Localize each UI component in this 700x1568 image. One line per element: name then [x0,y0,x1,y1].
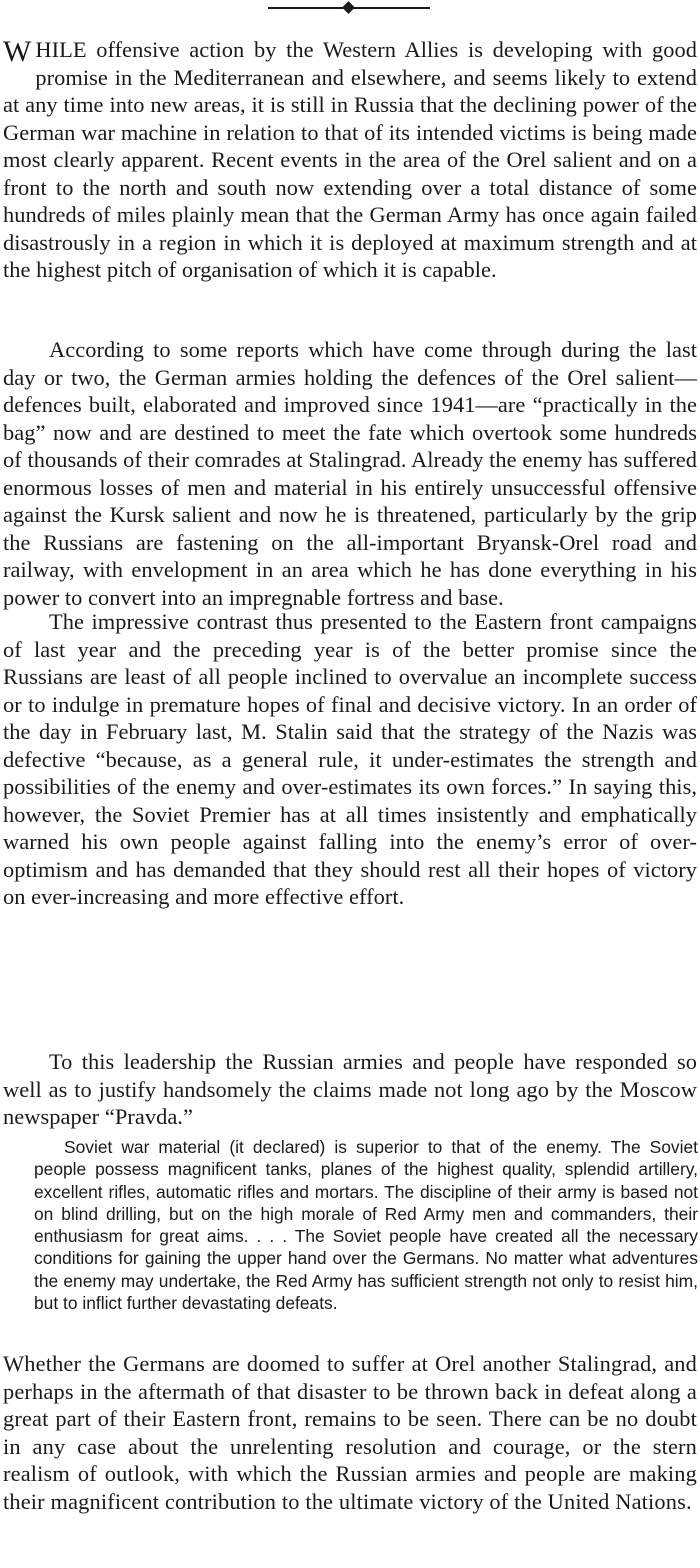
paragraph-4: To this leadership the Russian armies and people have responded so well as to justify handsomely the claims made not long ago by the Moscow newspaper “Pravda.” [3,1049,697,1129]
initial-letter: W [3,35,32,68]
paragraph-1 [3,36,697,284]
paragraph-3: The impressive contrast thus presented to the Eastern front campaigns of last year and the preceding year is of the better promise since the Russians are least of all people inclined to overvalue an incomplete success or to indulge in premature hopes of final and decisive victory. In an order of the day in February last, M. Stalin said that the strategy of the Nazis was defective “because, as a general rule, it under-estimates the strength and possibilities of the enemy and over-estimates its own forces.” In saying this, however, the Soviet Premier has at all times insistently and emphatically warned his own people against falling into the enemy’s error of over-optimism and has demanded that they should rest all their hopes of victory on ever-increasing and more effective effort. [3,609,697,909]
paragraph-5: Whether the Germans are doomed to suffer at Orel another Stalingrad, and perhaps in the aftermath of that disaster to be thrown back in defeat along a great part of their Eastern front, remains to be seen. There can be no doubt in any case about the unrelenting resolution and courage, or the stern realism of outlook, with which the Russian armies and people are making their magnificent contribution to the ultimate victory of the United Nations. [3,1351,697,1514]
paragraph-1-text: HILE offensive action by the Western Allies is developing with good promise in the Mediterranean and elsewhere, and seems likely to extend at any time into new areas, it is still in Russia that the declining power of the German war machine in relation to that of its intended victims is being made most clearly apparent. Recent events in the area of the Orel salient and on a front to the north and south now extending over a total distance of some hundreds of miles plainly mean that the German Army has once again failed disastrously in a region in which it is deployed at maximum strength and at the highest pitch of organisation of which it is capable. [3,37,697,282]
paragraph-2: According to some reports which have come through during the last day or two, the German armies holding the defences of the Orel salient—defences built, elaborated and improved since 1941—are “practically in the bag” now and are destined to meet the fate which overtook some hundreds of thousands of their comrades at Stalingrad. Already the enemy has suffered enormous losses of men and material in his entirely unsuccessful offensive against the Kursk salient and now he is threatened, particularly by the grip the Russians are fastening on the all-important Bryansk-Orel road and railway, with envelopment in an area which he has done everything in his power to convert into an impregnable fortress and base. [3,337,697,610]
pravda-quotation: Soviet war material (it declared) is superior to that of the enemy. The Soviet people possess magnificent tanks, planes of the highest quality, splendid artillery, excellent rifles, automatic rifles and mortars. The discipline of their army is based not on blind drilling, but on the high morale of Red Army men and commanders, their enthusiasm for great aims. . . . The Soviet people have created all the necessary conditions for gaining the upper hand over the Germans. No matter what adventures the enemy may undertake, the Red Army has sufficient strength not only to resist him, but to inflict further devastating defeats. [34,1137,698,1314]
rule-ornament [268,0,430,16]
ornament-diamond [342,1,355,14]
